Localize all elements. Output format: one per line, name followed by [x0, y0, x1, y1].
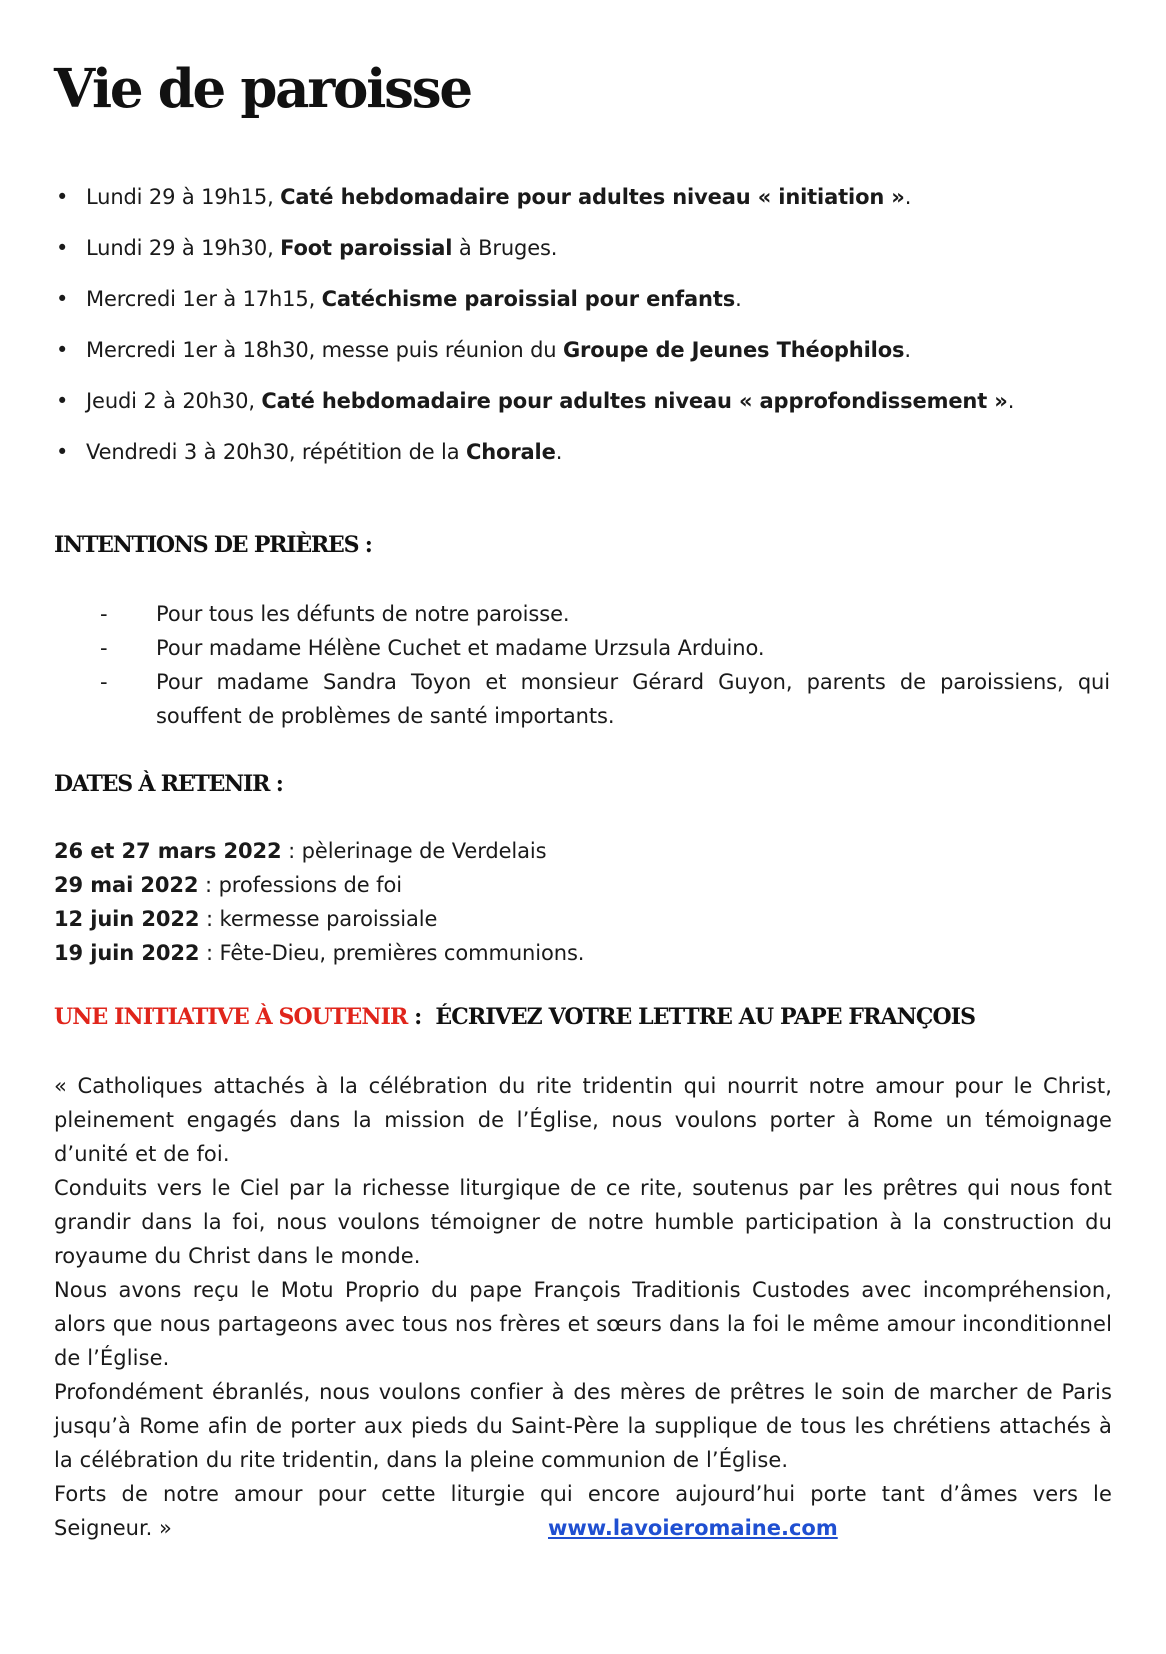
- intention-text: Pour madame Sandra Toyon et monsieur Gérard Guyon, parents de paroissiens, qui souffent de problèmes de santé importants.: [156, 670, 1110, 728]
- intention-item: [100, 597, 1110, 631]
- event-item: [56, 286, 1136, 337]
- event-prefix: Jeudi 2 à 20h30,: [86, 389, 262, 413]
- letter-paragraph: « Catholiques attachés à la célébration du rite tridentin qui nourrit notre amour pour le Christ, pleinement engagés dans la mission de l’Église, nous voulons porter à Rome un témoignage d’unité et de foi.: [54, 1074, 1112, 1166]
- event-prefix: Mercredi 1er à 17h15,: [86, 287, 322, 311]
- bullet-icon: •: [56, 389, 69, 413]
- event-text: [86, 235, 557, 261]
- event-item: [56, 184, 1136, 235]
- date-item: [54, 936, 1114, 970]
- event-item: [56, 388, 1136, 439]
- dates-heading: [54, 771, 283, 797]
- dates-heading-text: DATES À RETENIR: [54, 771, 270, 797]
- dash-icon: -: [100, 670, 108, 694]
- letter-paragraph: Nous avons reçu le Motu Proprio du pape François Traditionis Custodes avec incompréhension, alors que nous partageons avec tous nos frères et sœurs dans la foi le même amour inconditionnel de l’Église.: [54, 1278, 1112, 1370]
- date-description: : pèlerinage de Verdelais: [281, 839, 547, 863]
- letter-paragraph: Conduits vers le Ciel par la richesse liturgique de ce rite, soutenus par les prêtres qui nous font grandir dans la foi, nous voulons témoigner de notre humble participation à la construction du royaume du Christ dans le monde.: [54, 1176, 1112, 1268]
- letter-closing-line: [54, 1511, 1112, 1545]
- initiative-heading: [54, 1004, 975, 1030]
- initiative-title: ÉCRIVEZ VOTRE LETTRE AU PAPE FRANÇOIS: [435, 1004, 976, 1030]
- intention-item: [100, 665, 1110, 733]
- letter-body: [54, 1069, 1112, 1545]
- date-value: 12 juin 2022: [54, 907, 200, 931]
- date-description: : Fête-Dieu, premières communions.: [199, 941, 585, 965]
- dates-heading-colon: :: [269, 771, 283, 797]
- events-list: [56, 184, 1136, 490]
- date-description: : professions de foi: [198, 873, 402, 897]
- bullet-icon: •: [56, 185, 69, 209]
- initiative-separator: :: [407, 1004, 422, 1030]
- date-value: 29 mai 2022: [54, 873, 199, 897]
- bullet-icon: •: [56, 287, 69, 311]
- event-text: [86, 286, 742, 312]
- event-suffix: .: [555, 440, 563, 464]
- event-bold: Catéchisme paroissial pour enfants: [321, 287, 736, 311]
- event-bold: Groupe de Jeunes Théophilos: [562, 338, 905, 362]
- date-item: [54, 868, 1114, 902]
- date-item: [54, 834, 1114, 868]
- dash-icon: -: [100, 602, 108, 626]
- letter-closing: Seigneur. »: [54, 1516, 172, 1540]
- event-bold: Caté hebdomadaire pour adultes niveau « initiation »: [280, 185, 905, 209]
- intention-text: Pour tous les défunts de notre paroisse.: [156, 602, 570, 626]
- event-suffix: à Bruges.: [452, 236, 558, 260]
- intention-text: Pour madame Hélène Cuchet et madame Urzsula Arduino.: [156, 636, 765, 660]
- letter-paragraph: Profondément ébranlés, nous voulons confier à des mères de prêtres le soin de marcher de Paris jusqu’à Rome afin de porter aux pieds du Saint-Père la supplique de tous les chrétiens attachés à la célébration du rite tridentin, dans la pleine communion de l’Église.: [54, 1380, 1112, 1472]
- event-suffix: .: [904, 185, 912, 209]
- bullet-icon: •: [56, 338, 69, 362]
- event-suffix: .: [735, 287, 742, 311]
- bullet-icon: •: [56, 236, 69, 260]
- event-text: [86, 184, 911, 210]
- initiative-label: UNE INITIATIVE À SOUTENIR: [54, 1004, 408, 1030]
- event-item: [56, 439, 1136, 490]
- letter-paragraph: Forts de notre amour pour cette liturgie qui encore aujourd’hui porte tant d’âmes vers le: [54, 1482, 1112, 1506]
- event-suffix: .: [1007, 389, 1015, 413]
- dash-icon: -: [100, 636, 108, 660]
- website-link[interactable]: www.lavoieromaine.com: [548, 1516, 838, 1540]
- event-text: [86, 337, 911, 363]
- event-bold: Caté hebdomadaire pour adultes niveau « approfondissement »: [261, 389, 1008, 413]
- intentions-list: [100, 597, 1110, 733]
- event-suffix: .: [904, 338, 911, 362]
- event-text: [86, 439, 562, 465]
- page-title: Vie de paroisse: [54, 58, 471, 120]
- event-bold: Foot paroissial: [280, 236, 453, 260]
- date-value: 19 juin 2022: [54, 941, 200, 965]
- event-item: [56, 235, 1136, 286]
- event-item: [56, 337, 1136, 388]
- date-description: : kermesse paroissiale: [199, 907, 438, 931]
- intentions-heading: INTENTIONS DE PRIÈRES :: [54, 532, 372, 558]
- intention-item: [100, 631, 1110, 665]
- event-prefix: Lundi 29 à 19h30,: [86, 236, 281, 260]
- event-prefix: Lundi 29 à 19h15,: [86, 185, 281, 209]
- event-bold: Chorale: [465, 440, 556, 464]
- event-text: [86, 388, 1014, 414]
- event-prefix: Vendredi 3 à 20h30, répétition de la: [86, 440, 466, 464]
- bullet-icon: •: [56, 440, 69, 464]
- event-prefix: Mercredi 1er à 18h30, messe puis réunion du: [86, 338, 563, 362]
- dates-list: [54, 834, 1114, 970]
- date-item: [54, 902, 1114, 936]
- date-value: 26 et 27 mars 2022: [54, 839, 282, 863]
